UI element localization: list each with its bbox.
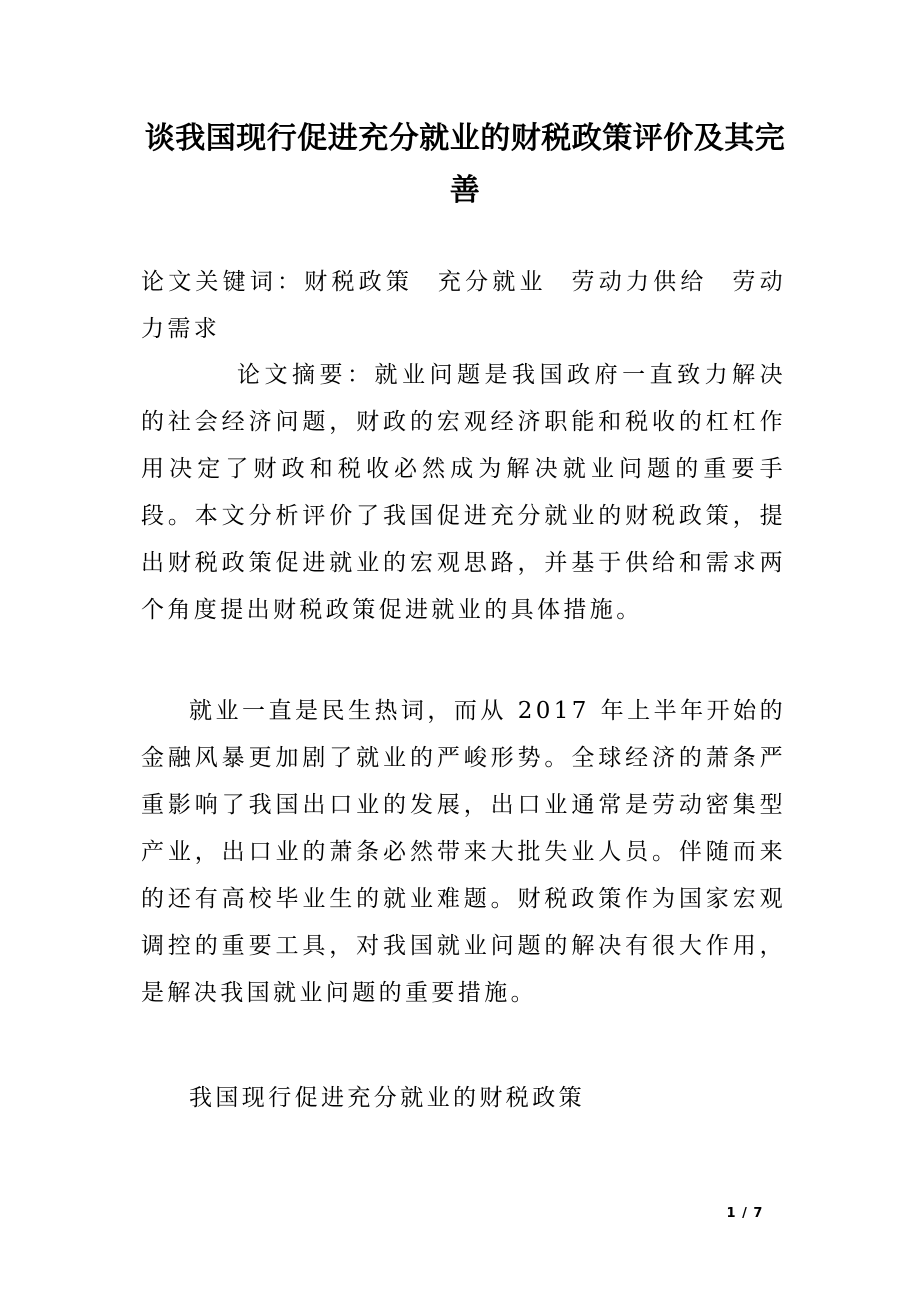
page-number: 1 / 7: [726, 1206, 764, 1221]
keyword-item: 劳动力供给: [570, 269, 708, 295]
abstract-paragraph: [141, 352, 786, 634]
abstract-label: 论文摘要：: [237, 362, 375, 388]
section-heading: 我国现行促进充分就业的财税政策: [189, 1085, 585, 1111]
keyword-item: 充分就业: [437, 269, 547, 295]
document-title: 谈我国现行促进充分就业的财税政策评价及其完善: [144, 121, 786, 208]
abstract-text: 就业问题是我国政府一直致力解决的社会经济问题，财政的宏观经济职能和税收的杠杠作用决定了财政和税收必然成为解决就业问题的重要手段。本文分析评价了我国促进充分就业的财税政策，提出财税政策促进就业的宏观思路，并基于供给和需求两个角度提出财税政策促进就业的具体措施。: [141, 362, 787, 623]
keyword-item: 财税政策: [304, 269, 414, 295]
keywords-label: 论文关键词：: [141, 269, 305, 295]
body-paragraph: 就业一直是民生热词，而从 2017 年上半年开始的金融风暴更加剧了就业的严峻形势。全球经济的萧条严重影响了我国出口业的发展，出口业通常是劳动密集型产业，出口业的萧条必然带来大批失业人员。伴随而来的还有高校毕业生的就业难题。财税政策作为国家宏观调控的重要工具，对我国就业问题的解决有很大作用，是解决我国就业问题的重要措施。: [141, 698, 786, 1006]
keyword-item: 劳动力需求: [141, 269, 786, 342]
keywords-paragraph: [141, 259, 786, 353]
